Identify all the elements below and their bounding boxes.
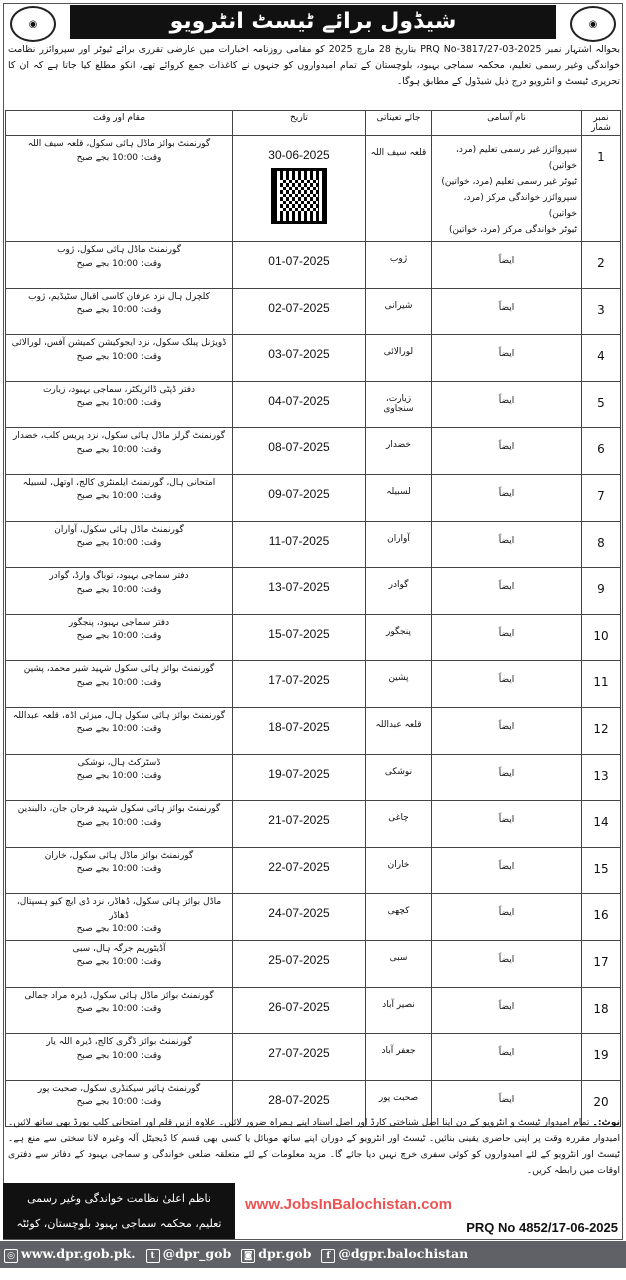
post-name: ایضاً [432,568,582,615]
interview-time: وقت: 10:00 بجے صبح [76,444,162,455]
table-row [6,801,621,848]
posting-place: کچھی [366,894,432,941]
interview-time: وقت: 10:00 بجے صبح [76,771,162,782]
instagram-link[interactable]: ◙ dpr.gob [241,1246,311,1263]
venue: کلچرل ہال نزد عرفان کاسی اقبال سٹیڈیم، ژوب [28,291,210,302]
interview-date: 13-07-2025 [268,580,330,595]
interview-date: 24-07-2025 [268,906,330,921]
posting-place: آواران [366,521,432,568]
posting-place: گوادر [366,568,432,615]
venue-cell [6,661,233,708]
post-name: ایضاً [432,428,582,475]
facebook-link[interactable]: f @dgpr.balochistan [321,1246,468,1263]
venue: گورنمنٹ ماڈل ہائی سکول، ژوب [57,245,181,255]
venue: آڈیٹوریم جرگہ ہال، سبی [72,943,166,954]
table-row [6,754,621,801]
interview-date: 03-07-2025 [268,347,330,362]
table-row [6,940,621,987]
interview-time: وقت: 10:00 بجے صبح [76,258,162,269]
venue: ڈویژنل پبلک سکول، نزد ایجوکیشن کمیشن آفس، لورالائی [11,338,227,349]
interview-date: 02-07-2025 [268,300,330,315]
posting-place: نصیر آباد [366,987,432,1034]
serial-number: 19 [582,1034,621,1081]
posting-place: خاران [366,847,432,894]
table-row [6,521,621,568]
table-row [6,474,621,521]
interview-time: وقت: 10:00 بجے صبح [76,957,162,968]
venue: گورنمنٹ بوائز ہائی سکول شہید شیر محمد، پشین [23,664,215,675]
government-logo-right: ◉ [570,6,616,42]
table-row [6,614,621,661]
table-row [6,568,621,615]
interview-time: وقت: 10:00 بجے صبح [76,491,162,502]
serial-number: 16 [582,894,621,941]
venue-cell [6,754,233,801]
twitter-link[interactable]: t @dpr_gob [146,1246,232,1263]
venue: گورنمنٹ بوائز ہائی سکول ہال، میزئی اڈہ، قلعہ عبداللہ [12,710,226,721]
intro-paragraph: بحوالہ اشتہار نمبر PRQ No-3817/27-03-2025 بتاریخ 28 مارچ 2025 کو مقامی روزنامہ اخبارات میں عارضی تقرری برائے ٹیوٹر اور سپروائزر نظامت خواندگی وغیر رسمی تعلیم، محکمہ سماجی بہبود، بلوچستان کے تمام امیدواروں کو جنہوں نے کاغذات جمع کروائے تھے، انکو مطلع کیا جاتا ہے کہ ان کا تحریری ٹیسٹ و انٹرویو درج ذیل شیڈول کے مطابق ہوگا۔ [8,44,620,87]
interview-date: 18-07-2025 [268,719,330,734]
post-name: ایضاً [432,707,582,754]
serial-number: 18 [582,987,621,1034]
interview-date: 25-07-2025 [268,952,330,967]
serial-number: 7 [582,474,621,521]
posting-place: زیارت، سنجاوی [366,381,432,428]
venue-cell [6,847,233,894]
posting-place: سبی [366,940,432,987]
post-name: ٹیوٹر خواندگی مرکز (مرد، خواتین) [448,225,577,235]
date-cell [233,754,366,801]
serial-number: 3 [582,288,621,335]
website-link[interactable]: ◎ www.dpr.gob.pk. [4,1246,136,1263]
government-logo-left: ◉ [10,6,56,42]
venue-cell [6,136,233,242]
venue-cell [6,568,233,615]
post-name: ایضاً [432,754,582,801]
interview-date: 22-07-2025 [268,859,330,874]
venue: گورنمنٹ ہائیر سیکنڈری سکول، صحبت پور [37,1083,201,1094]
header-name: نام آسامی [432,111,582,136]
interview-time: وقت: 10:00 بجے صبح [76,152,162,163]
schedule-table [5,110,621,1127]
serial-number: 5 [582,381,621,428]
interview-date: 17-07-2025 [268,673,330,688]
serial-number: 20 [582,1080,621,1127]
venue-cell [6,335,233,382]
posting-place: نوشکی [366,754,432,801]
posting-place: خضدار [366,428,432,475]
table-row [6,136,621,242]
date-cell [233,521,366,568]
venue: امتحانی ہال، گورنمنٹ ایلمنٹری کالج، اوتھل، لسبیلہ [22,477,216,488]
posting-place: قلعہ سیف اللہ [366,136,432,242]
interview-date: 30-06-2025 [268,148,330,162]
posting-place: پنجگور [366,614,432,661]
date-cell [233,894,366,941]
note-text: تمام امیدوار ٹیسٹ و انٹرویو کے دن اپنا اصل شناختی کارڈ اور اصل اسناد اپنے ہمراہ ضرور لائیں۔ علاوہ ازیں قلم اور امتحانی کلپ بورڈ بھی ساتھ لائیں۔ امیدوار مقررہ وقت پر اپنی حاضری یقینی بنائیں۔ ٹیسٹ اور انٹرویو کے دوران اپنے ساتھ موبائل یا کسی بھی قسم کا ڈیجیٹل آلہ وغیرہ لانا سختی سے منع ہے۔ ٹیسٹ اور انٹرویو کے لئے امیدواروں کو کوئی سفری خرچ نہیں دیا جائے گا۔ مزید معلومات کے لئے متعلقہ ضلعی خواندگی و سماجی بہبود کے دفاتر سے دفتری اوقات میں رابطہ کریں۔ [8,1117,620,1176]
interview-time: وقت: 10:00 بجے صبح [76,305,162,316]
post-name: ایضاً [432,381,582,428]
interview-date: 28-07-2025 [268,1092,330,1107]
header-posting: جائے تعیناتی [366,111,432,136]
footer-bar [0,1241,626,1268]
date-cell [233,940,366,987]
interview-time: وقت: 10:00 بجے صبح [76,398,162,409]
date-cell [233,428,366,475]
date-cell [233,1034,366,1081]
interview-date: 04-07-2025 [268,393,330,408]
interview-date: 26-07-2025 [268,999,330,1014]
date-cell [233,847,366,894]
serial-number: 2 [582,242,621,289]
signature-line-2: تعلیم، محکمہ سماجی بہبود بلوچستان، کوئٹہ [16,1217,222,1230]
venue-cell [6,894,233,941]
post-name: ایضاً [432,1034,582,1081]
table-header-row [6,111,621,136]
interview-time: وقت: 10:00 بجے صبح [76,631,162,642]
posting-place: جعفر آباد [366,1034,432,1081]
venue: دفتر سماجی بہبود، پنجگور [68,617,170,628]
serial-number: 10 [582,614,621,661]
table-row [6,661,621,708]
instagram-icon: ◙ [241,1249,255,1263]
date-cell [233,661,366,708]
post-name: ایضاً [432,987,582,1034]
interview-time: وقت: 10:00 بجے صبح [76,724,162,735]
twitter-icon: t [146,1249,160,1263]
header-date: تاریخ [233,111,366,136]
interview-time: وقت: 10:00 بجے صبح [76,584,162,595]
table-row [6,1034,621,1081]
note-label: نوٹ:۔ [592,1117,620,1128]
venue: گورنمنٹ گرلز ماڈل ہائی سکول، نزد پریس کلب، خضدار [13,431,225,442]
venue-cell [6,801,233,848]
serial-number: 13 [582,754,621,801]
venue-cell [6,521,233,568]
table-row [6,381,621,428]
venue: ڈسٹرکٹ ہال، نوشکی [77,757,161,768]
serial-number: 14 [582,801,621,848]
venue-cell [6,242,233,289]
facebook-icon: f [321,1249,335,1263]
post-name: ایضاً [432,614,582,661]
venue: گورنمنٹ بوائز ماڈل ہائی سکول، خاران [44,850,194,861]
post-name: ایضاً [432,242,582,289]
venue-cell [6,381,233,428]
table-row [6,335,621,382]
table-row [6,242,621,289]
table-row [6,288,621,335]
post-name: ایضاً [432,847,582,894]
interview-date: 15-07-2025 [268,626,330,641]
date-cell [233,614,366,661]
interview-time: وقت: 10:00 بجے صبح [76,677,162,688]
post-name: ایضاً [432,521,582,568]
venue: گورنمنٹ بوائز ڈگری کالج، ڈیرہ اللہ یار [46,1037,192,1048]
post-name: ایضاً [432,894,582,941]
date-cell [233,335,366,382]
venue: گورنمنٹ بوائز ہائی سکول شہید فرحان جان، دالبندین [17,804,221,815]
venue: گورنمنٹ بوائز ماڈل ہائی سکول، ڈیرہ مراد جمالی [24,990,214,1001]
serial-number: 8 [582,521,621,568]
post-name: ایضاً [432,801,582,848]
venue-cell [6,288,233,335]
date-cell [233,707,366,754]
venue: ماڈل بوائز ہائی سکول، ڈھاڈر، نزد ڈی ایچ کیو ہسپتال، ڈھاڈر [16,897,222,921]
table-row [6,428,621,475]
date-cell [233,801,366,848]
post-name: ایضاً [432,335,582,382]
interview-time: وقت: 10:00 بجے صبح [76,1050,162,1061]
prq-number: PRQ No 4852/17-06-2025 [466,1220,618,1235]
interview-date: 01-07-2025 [268,254,330,268]
qr-code[interactable] [271,168,327,224]
posting-place: پشین [366,661,432,708]
posting-place: لورالائی [366,335,432,382]
post-name: ایضاً [432,940,582,987]
post-name: ایضاً [432,1080,582,1127]
post-name: سپروائزر خواندگی مرکز (مرد، خواتین) [463,193,577,219]
venue-cell [6,940,233,987]
date-cell [233,474,366,521]
venue-cell [6,987,233,1034]
posting-place: صحبت پور [366,1080,432,1127]
interview-date: 11-07-2025 [268,533,330,548]
post-name: ٹیوٹر غیر رسمی تعلیم (مرد، خواتین) [441,177,577,187]
venue: دفتر سماجی بہبود، توباگ وارڈ، گوادر [49,571,189,582]
post-names [432,136,582,242]
header-no: نمبر شمار [582,111,621,136]
serial-number: 9 [582,568,621,615]
date-cell [233,136,366,242]
interview-date: 08-07-2025 [268,440,330,455]
posting-place: چاغی [366,801,432,848]
interview-time: وقت: 10:00 بجے صبح [76,351,162,362]
date-cell [233,381,366,428]
posting-place: شیرانی [366,288,432,335]
interview-date: 21-07-2025 [268,813,330,828]
signature-line-1: ناظم اعلیٰ نظامت خواندگی وغیر رسمی [27,1192,211,1205]
interview-time: وقت: 10:00 بجے صبح [76,924,162,935]
signature-block [3,1183,235,1239]
note-paragraph [8,1115,620,1179]
serial-number: 4 [582,335,621,382]
posting-place: قلعہ عبداللہ [366,707,432,754]
interview-time: وقت: 10:00 بجے صبح [76,1097,162,1108]
venue-cell [6,614,233,661]
venue: گورنمنٹ ماڈل ہائی سکول، آواران [54,524,184,535]
venue: دفتر ڈپٹی ڈائریکٹر، سماجی بہبود، زیارت [42,384,196,395]
table-row [6,847,621,894]
venue: گورنمنٹ بوائز ماڈل ہائی سکول، قلعہ سیف اللہ [27,139,211,149]
post-name: ایضاً [432,661,582,708]
serial-number: 12 [582,707,621,754]
interview-time: وقت: 10:00 بجے صبح [76,817,162,828]
date-cell [233,568,366,615]
serial-number: 6 [582,428,621,475]
posting-place: ژوب [366,242,432,289]
post-name: ایضاً [432,474,582,521]
table-row [6,894,621,941]
table-row [6,707,621,754]
table-row [6,987,621,1034]
date-cell [233,987,366,1034]
page-title: شیڈول برائے ٹیسٹ انٹرویو [70,5,556,39]
serial-number: 11 [582,661,621,708]
date-cell [233,242,366,289]
watermark: www.JobsInBalochistan.com [245,1196,452,1213]
interview-date: 19-07-2025 [268,766,330,781]
globe-icon: ◎ [4,1249,18,1263]
venue-cell [6,474,233,521]
interview-time: وقت: 10:00 بجے صبح [76,864,162,875]
serial-number: 15 [582,847,621,894]
date-cell [233,288,366,335]
header-venue: مقام اور وقت [6,111,233,136]
interview-date: 27-07-2025 [268,1046,330,1061]
serial-number: 1 [582,136,621,242]
interview-date: 09-07-2025 [268,486,330,501]
post-name: ایضاً [432,288,582,335]
venue-cell [6,707,233,754]
interview-time: وقت: 10:00 بجے صبح [76,538,162,549]
post-name: سپروائزر غیر رسمی تعلیم (مرد، خواتین) [455,145,577,171]
posting-place: لسبیلہ [366,474,432,521]
interview-time: وقت: 10:00 بجے صبح [76,1004,162,1014]
venue-cell [6,1034,233,1081]
serial-number: 17 [582,940,621,987]
venue-cell [6,428,233,475]
